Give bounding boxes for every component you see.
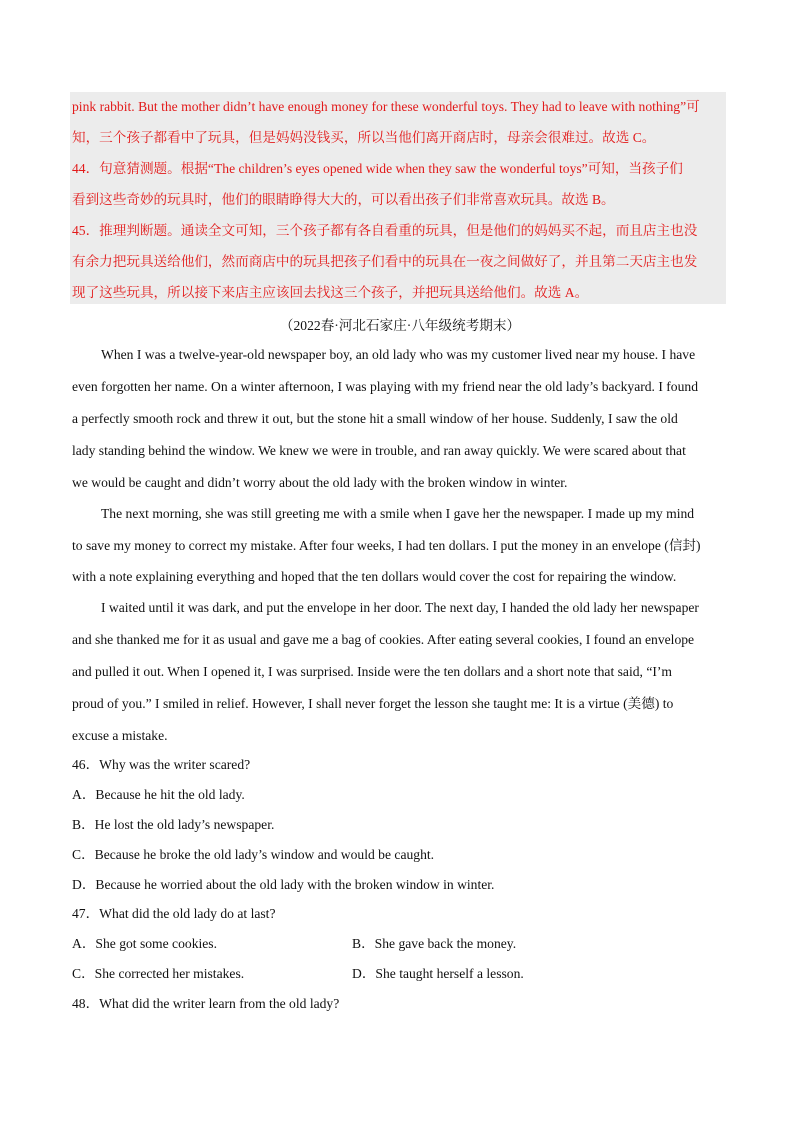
question-47-option-d: D．She taught herself a lesson. (352, 966, 524, 981)
passage-line: we would be caught and didn’t worry about the old lady with the broken window in winter. (72, 475, 568, 490)
answer-line: 知，三个孩子都看中了玩具，但是妈妈没钱买，所以当他们离开商店时，母亲会很难过。故选 C。 (72, 130, 656, 145)
question-46-option-d: D．Because he worried about the old lady with the broken window in winter. (72, 877, 495, 892)
answer-line: 看到这些奇妙的玩具时，他们的眼睛睁得大大的，可以看出孩子们非常喜欢玩具。故选 B。 (72, 192, 615, 207)
passage-line: with a note explaining everything and hoped that the ten dollars would cover the cost for repairing the window. (72, 569, 677, 584)
passage-line: proud of you.” I smiled in relief. However, I shall never forget the lesson she taught me: It is a virtue (美德) to (72, 696, 674, 711)
question-46-option-a: A．Because he hit the old lady. (72, 787, 245, 802)
question-47-option-c: C．She corrected her mistakes. (72, 966, 245, 981)
answer-line: 45．推理判断题。通读全文可知，三个孩子都有各自看重的玩具，但是他们的妈妈买不起，而且店主也没 (72, 223, 698, 238)
question-47-option-a: A．She got some cookies. (72, 936, 217, 951)
answer-line: 有余力把玩具送给他们，然而商店中的玩具把孩子们看中的玩具在一夜之间做好了，并且第二天店主也发 (72, 254, 698, 269)
passage-line: even forgotten her name. On a winter afternoon, I was playing with my friend near the old lady’s backyard. I found (72, 379, 698, 394)
question-46-stem: 46．Why was the writer scared? (72, 757, 251, 772)
question-47-stem: 47．What did the old lady do at last? (72, 906, 276, 921)
passage-line: excuse a mistake. (72, 728, 168, 743)
passage-line: to save my money to correct my mistake. After four weeks, I had ten dollars. I put the money in an envelope (信封) (72, 538, 701, 553)
passage-line: I waited until it was dark, and put the envelope in her door. The next day, I handed the old lady her newspaper (101, 600, 699, 615)
passage-line: and pulled it out. When I opened it, I was surprised. Inside were the ten dollars and a short note that said, “I’m (72, 664, 672, 679)
question-46-option-b: B．He lost the old lady’s newspaper. (72, 817, 275, 832)
answer-line: 44．句意猜测题。根据“The children’s eyes opened wide when they saw the wonderful toys”可知，当孩子们 (72, 161, 683, 176)
passage-line: When I was a twelve-year-old newspaper boy, an old lady who was my customer lived near my house. I have (101, 347, 696, 362)
question-46-option-c: C．Because he broke the old lady’s window and would be caught. (72, 847, 435, 862)
passage-line: a perfectly smooth rock and threw it out, but the stone hit a small window of her house. Suddenly, I saw the old (72, 411, 678, 426)
question-47-option-b: B．She gave back the money. (352, 936, 517, 951)
answer-line: 现了这些玩具，所以接下来店主应该回去找这三个孩子，并把玩具送给他们。故选 A。 (72, 285, 589, 300)
answer-line: pink rabbit. But the mother didn’t have enough money for these wonderful toys. They had to leave with nothing”可 (72, 99, 700, 114)
passage-line: lady standing behind the window. We knew we were in trouble, and ran away quickly. We were scared about that (72, 443, 686, 458)
question-48-stem: 48．What did the writer learn from the old lady? (72, 996, 340, 1011)
passage-line: The next morning, she was still greeting me with a smile when I gave her the newspaper. I made up my mind (101, 506, 695, 521)
passage-line: and she thanked me for it as usual and gave me a bag of cookies. After eating several cookies, I found an envelope (72, 632, 695, 647)
passage-source: （2022春·河北石家庄·八年级统考期末） (279, 318, 521, 333)
